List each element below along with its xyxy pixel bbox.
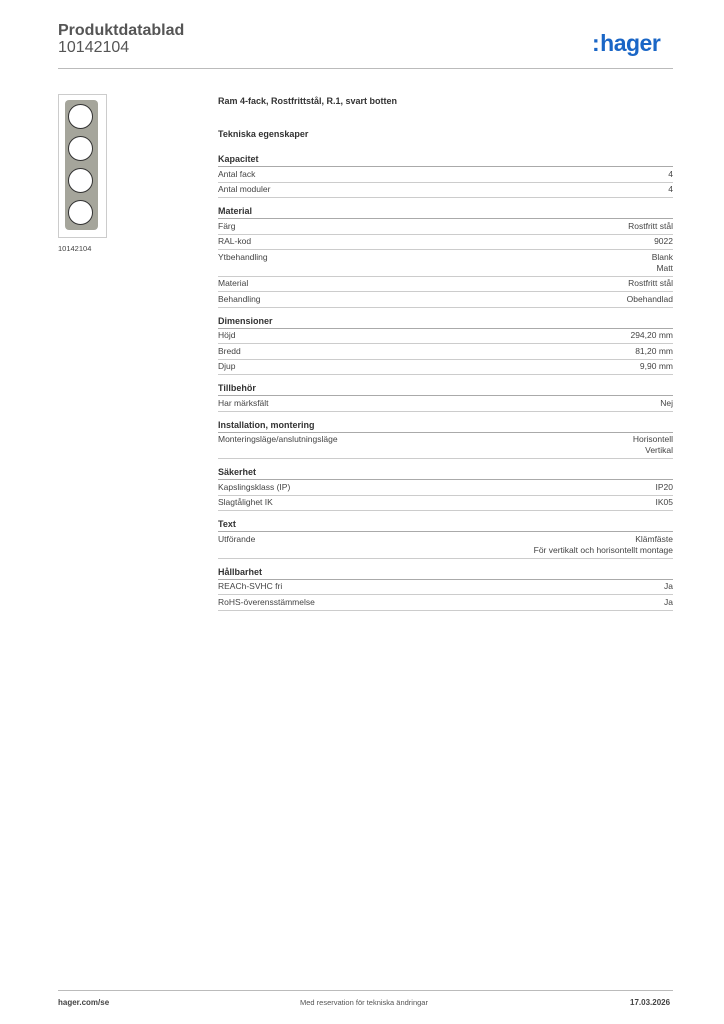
product-image: [58, 94, 107, 238]
hager-logo: [592, 30, 660, 57]
spec-label: Behandling: [218, 293, 261, 304]
slot-circle: [68, 200, 93, 225]
slot-circle: [68, 104, 93, 129]
spec-value: [635, 346, 673, 357]
spec-sections: [218, 154, 673, 611]
section-heading: Säkerhet: [218, 467, 673, 480]
product-title: Ram 4-fack, Rostfrittstål, R.1, svart botten: [218, 96, 398, 106]
spec-section: [218, 420, 673, 460]
spec-section: [218, 316, 673, 376]
spec-content: [218, 96, 673, 619]
spec-value-line: IP20: [655, 481, 673, 492]
spec-label: Material: [218, 278, 249, 288]
header-divider: [58, 68, 673, 69]
spec-value-line: 9022: [654, 236, 673, 246]
spec-value: [627, 294, 673, 305]
spec-value-line: Vertikal: [645, 445, 673, 455]
product-code: 10142104: [58, 39, 130, 56]
spec-label: Antal moduler: [218, 184, 271, 194]
spec-label: Slagtålighet IK: [218, 497, 273, 507]
spec-label: RoHS-överensstämmelse: [218, 596, 315, 607]
spec-label: Färg: [218, 220, 236, 231]
spec-row: [218, 580, 673, 596]
footer-website: hager.com/se: [58, 998, 110, 1007]
spec-value-line: Ja: [664, 596, 673, 607]
logo-mark: :: [592, 30, 600, 56]
spec-row: [218, 396, 673, 412]
spec-value: [668, 184, 673, 195]
spec-section: [218, 206, 673, 308]
spec-value-line: Nej: [660, 397, 673, 408]
spec-label: Utförande: [218, 533, 256, 544]
document-title: Produktdatablad: [58, 22, 185, 39]
section-heading: Installation, montering: [218, 420, 673, 433]
spec-label: REACh-SVHC fri: [218, 581, 283, 591]
spec-value-line: Matt: [656, 262, 673, 273]
spec-row: [218, 532, 673, 559]
spec-value-line: IK05: [655, 497, 673, 507]
spec-section: [218, 467, 673, 511]
spec-value: [630, 330, 673, 341]
spec-value-line: 9,90 mm: [639, 361, 673, 371]
footer-divider: [58, 990, 673, 991]
spec-row: [218, 250, 673, 277]
spec-section: [218, 154, 673, 198]
section-heading: Kapacitet: [218, 154, 673, 167]
spec-value-line: Klämfäste: [635, 533, 673, 544]
spec-row: [218, 433, 673, 460]
spec-value: [628, 221, 673, 232]
spec-label: Bredd: [218, 345, 241, 356]
spec-value: [628, 278, 673, 289]
section-heading: Material: [218, 206, 673, 219]
spec-label: Monteringsläge/anslutningsläge: [218, 434, 338, 444]
spec-value: [652, 252, 673, 274]
spec-value: [660, 398, 673, 409]
spec-value: [656, 482, 674, 493]
spec-value-line: För vertikalt och horisontellt montage: [533, 544, 673, 555]
spec-label: Har märksfält: [218, 397, 269, 408]
footer-notice: Med reservation för tekniska ändringar: [300, 998, 428, 1007]
spec-label: Djup: [218, 361, 236, 371]
spec-value-line: Horisontell: [632, 434, 673, 444]
spec-label: Antal fack: [218, 168, 256, 179]
spec-value-line: Ja: [664, 581, 673, 591]
tech-heading: Tekniska egenskaper: [218, 129, 309, 139]
section-heading: Text: [218, 519, 673, 532]
spec-row: [218, 595, 673, 611]
spec-label: Höjd: [218, 330, 236, 340]
spec-label: Ytbehandling: [218, 251, 268, 262]
spec-value-line: Blank: [651, 251, 673, 262]
spec-value-line: 294,20 mm: [630, 330, 673, 340]
spec-row: [218, 277, 673, 293]
spec-row: [218, 292, 673, 308]
section-heading: Tillbehör: [218, 383, 673, 396]
spec-row: [218, 235, 673, 251]
spec-value: [654, 236, 673, 247]
slot-circle: [68, 136, 93, 161]
spec-value: [534, 534, 673, 556]
spec-row: [218, 167, 673, 183]
slot-circle: [68, 168, 93, 193]
section-heading: Dimensioner: [218, 316, 673, 329]
spec-value: [664, 581, 673, 592]
spec-section: [218, 567, 673, 611]
spec-row: [218, 344, 673, 360]
spec-value-line: Rostfritt stål: [628, 220, 673, 231]
spec-value: [633, 434, 673, 456]
spec-value-line: 4: [668, 184, 673, 194]
spec-value-line: 4: [668, 168, 673, 179]
spec-label: RAL-kod: [218, 236, 252, 246]
footer-date: 17.03.2026: [630, 998, 671, 1007]
spec-value: [640, 361, 673, 372]
spec-value-line: 81,20 mm: [635, 345, 673, 356]
frame-graphic: [65, 100, 98, 230]
spec-row: [218, 480, 673, 496]
spec-value: [668, 169, 673, 180]
logo-text: hager: [600, 30, 661, 56]
spec-row: [218, 496, 673, 512]
spec-value: [664, 597, 673, 608]
spec-row: [218, 219, 673, 235]
spec-value-line: Rostfritt stål: [628, 278, 673, 288]
image-caption: 10142104: [58, 244, 92, 253]
spec-row: [218, 183, 673, 199]
spec-value: [656, 497, 674, 508]
spec-row: [218, 360, 673, 376]
spec-section: [218, 519, 673, 559]
spec-label: Kapslingsklass (IP): [218, 481, 291, 492]
spec-section: [218, 383, 673, 412]
spec-value-line: Obehandlad: [626, 293, 673, 304]
spec-row: [218, 329, 673, 345]
section-heading: Hållbarhet: [218, 567, 673, 580]
